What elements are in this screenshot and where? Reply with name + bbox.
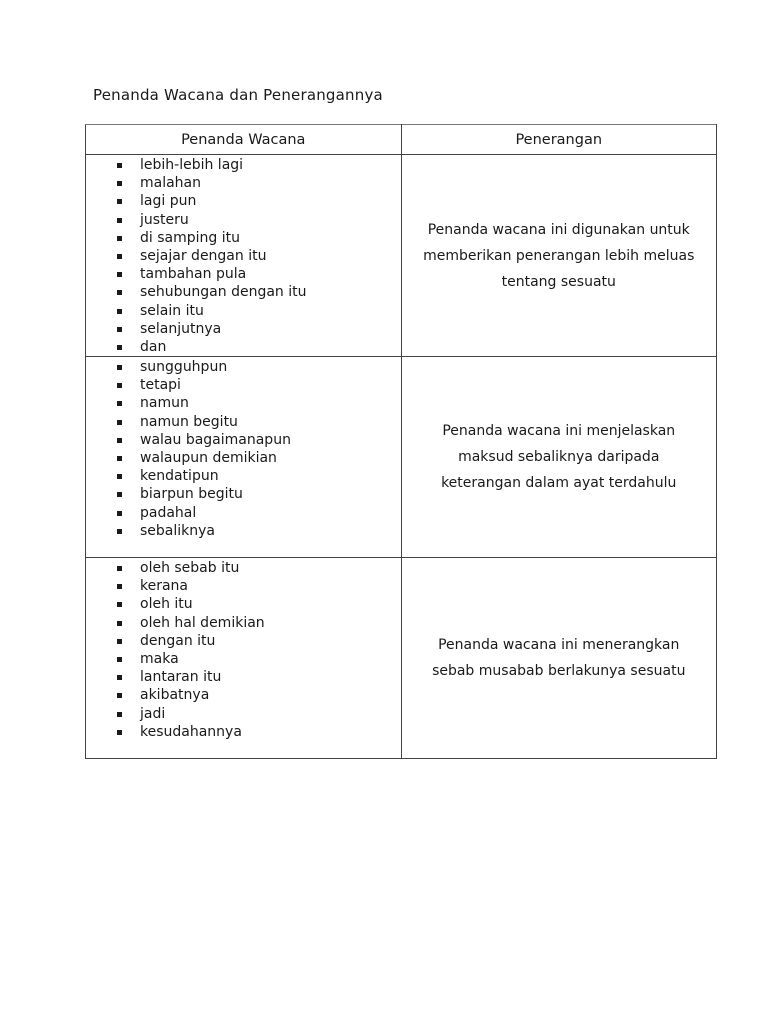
- list-item: akibatnya: [86, 686, 401, 704]
- explanation-line: memberikan penerangan lebih meluas: [423, 247, 695, 264]
- list-item: malahan: [86, 174, 401, 192]
- explanation-cell: [401, 155, 717, 357]
- list-item: maka: [86, 650, 401, 668]
- explanation-line: Penanda wacana ini menjelaskan: [442, 423, 676, 440]
- list-item: tetapi: [86, 376, 401, 394]
- list-item: dengan itu: [86, 632, 401, 650]
- list-item: walau bagaimanapun: [86, 431, 401, 449]
- list-item: jadi: [86, 705, 401, 723]
- table-row: [86, 558, 717, 759]
- list-item: sungguhpun: [86, 358, 401, 376]
- table-row: [86, 357, 717, 558]
- marker-list: [86, 558, 401, 741]
- list-item: tambahan pula: [86, 265, 401, 283]
- list-item: namun begitu: [86, 413, 401, 431]
- explanation-line: maksud sebaliknya daripada: [458, 449, 660, 466]
- list-item: oleh sebab itu: [86, 559, 401, 577]
- list-item: walaupun demikian: [86, 449, 401, 467]
- explanation-line: Penanda wacana ini digunakan untuk: [427, 221, 690, 238]
- explanation-line: sebab musabab berlakunya sesuatu: [432, 663, 686, 680]
- header-penanda-wacana: Penanda Wacana: [86, 125, 402, 155]
- explanation-line: keterangan dalam ayat terdahulu: [441, 475, 677, 492]
- list-item: kendatipun: [86, 467, 401, 485]
- table-header-row: [86, 125, 717, 155]
- discourse-marker-table: [85, 124, 717, 759]
- marker-list-cell: [86, 357, 402, 558]
- marker-list: [86, 357, 401, 540]
- table-row: [86, 155, 717, 357]
- list-item: sehubungan dengan itu: [86, 283, 401, 301]
- marker-list-cell: [86, 155, 402, 357]
- list-item: kesudahannya: [86, 723, 401, 741]
- list-item: di samping itu: [86, 229, 401, 247]
- list-item: lagi pun: [86, 192, 401, 210]
- list-item: lebih-lebih lagi: [86, 156, 401, 174]
- header-penerangan: Penerangan: [401, 125, 717, 155]
- explanation-line: Penanda wacana ini menerangkan: [438, 637, 680, 654]
- list-item: lantaran itu: [86, 668, 401, 686]
- list-item: selain itu: [86, 302, 401, 320]
- list-item: dan: [86, 338, 401, 356]
- explanation-line: tentang sesuatu: [501, 273, 616, 290]
- list-item: selanjutnya: [86, 320, 401, 338]
- list-item: oleh itu: [86, 595, 401, 613]
- list-item: padahal: [86, 504, 401, 522]
- list-item: sebaliknya: [86, 522, 401, 540]
- list-item: biarpun begitu: [86, 485, 401, 503]
- document-title: Penanda Wacana dan Penerangannya: [93, 86, 383, 104]
- list-item: justeru: [86, 211, 401, 229]
- list-item: namun: [86, 394, 401, 412]
- list-item: kerana: [86, 577, 401, 595]
- marker-list-cell: [86, 558, 402, 759]
- list-item: sejajar dengan itu: [86, 247, 401, 265]
- explanation-cell: [401, 558, 717, 759]
- list-item: oleh hal demikian: [86, 614, 401, 632]
- explanation-cell: [401, 357, 717, 558]
- marker-list: [86, 155, 401, 356]
